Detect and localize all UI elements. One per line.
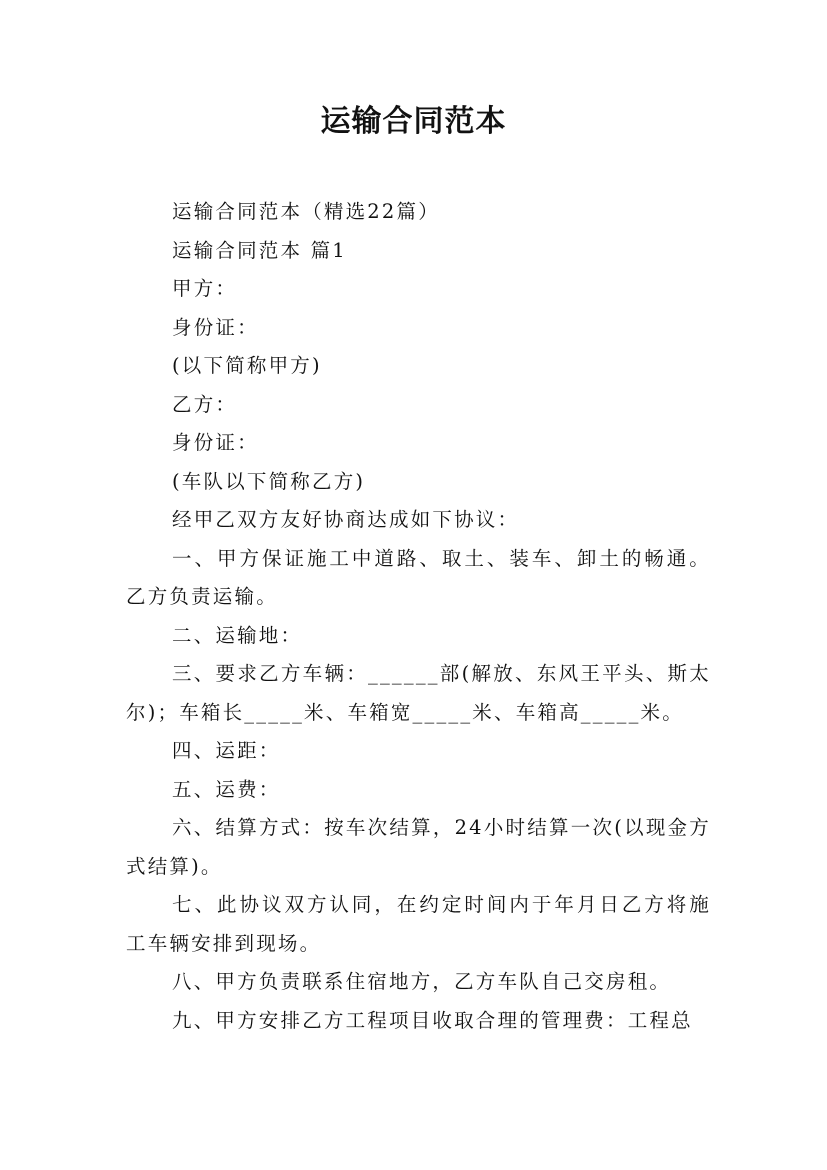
paragraph-clause-6: 六、结算方式：按车次结算，24小时结算一次(以现金方式结算)。 <box>126 816 711 878</box>
paragraph-party-a-id: 身份证： <box>172 315 259 339</box>
paragraph-clause-3: 三、要求乙方车辆：______部(解放、东风王平头、斯太尔)；车箱长_____米、车箱宽_____米、车箱高_____米。 <box>126 662 711 724</box>
paragraph-clause-8: 八、甲方负责联系住宿地方，乙方车队自己交房租。 <box>172 970 672 993</box>
paragraph-party-a: 甲方： <box>172 277 238 300</box>
document-title: 运输合同范本 <box>320 104 507 139</box>
paragraph-party-b-id: 身份证： <box>172 431 259 454</box>
paragraph-party-b-note: (车队以下简称乙方) <box>172 469 366 493</box>
paragraph-clause-7: 七、此协议双方认同，在约定时间内于年月日乙方将施工车辆安排到现场。 <box>126 893 711 955</box>
document-body <box>126 193 711 1040</box>
paragraph-agreement-intro: 经甲乙双方友好协商达成如下协议： <box>172 508 520 531</box>
paragraph-clause-2: 二、运输地： <box>172 623 303 647</box>
paragraph-section-heading: 运输合同范本 篇1 <box>172 238 347 262</box>
paragraph-clause-5: 五、运费： <box>172 777 281 801</box>
paragraph-clause-4: 四、运距： <box>172 739 281 762</box>
paragraph-clause-9: 九、甲方安排乙方工程项目收取合理的管理费：工程总 <box>172 1008 693 1032</box>
paragraph-collection-title: 运输合同范本（精选22篇） <box>172 200 440 223</box>
paragraph-party-a-note: (以下简称甲方) <box>172 354 322 377</box>
paragraph-clause-1: 一、甲方保证施工中道路、取土、装车、卸土的畅通。乙方负责运输。 <box>126 546 711 608</box>
paragraph-party-b: 乙方： <box>172 392 238 416</box>
